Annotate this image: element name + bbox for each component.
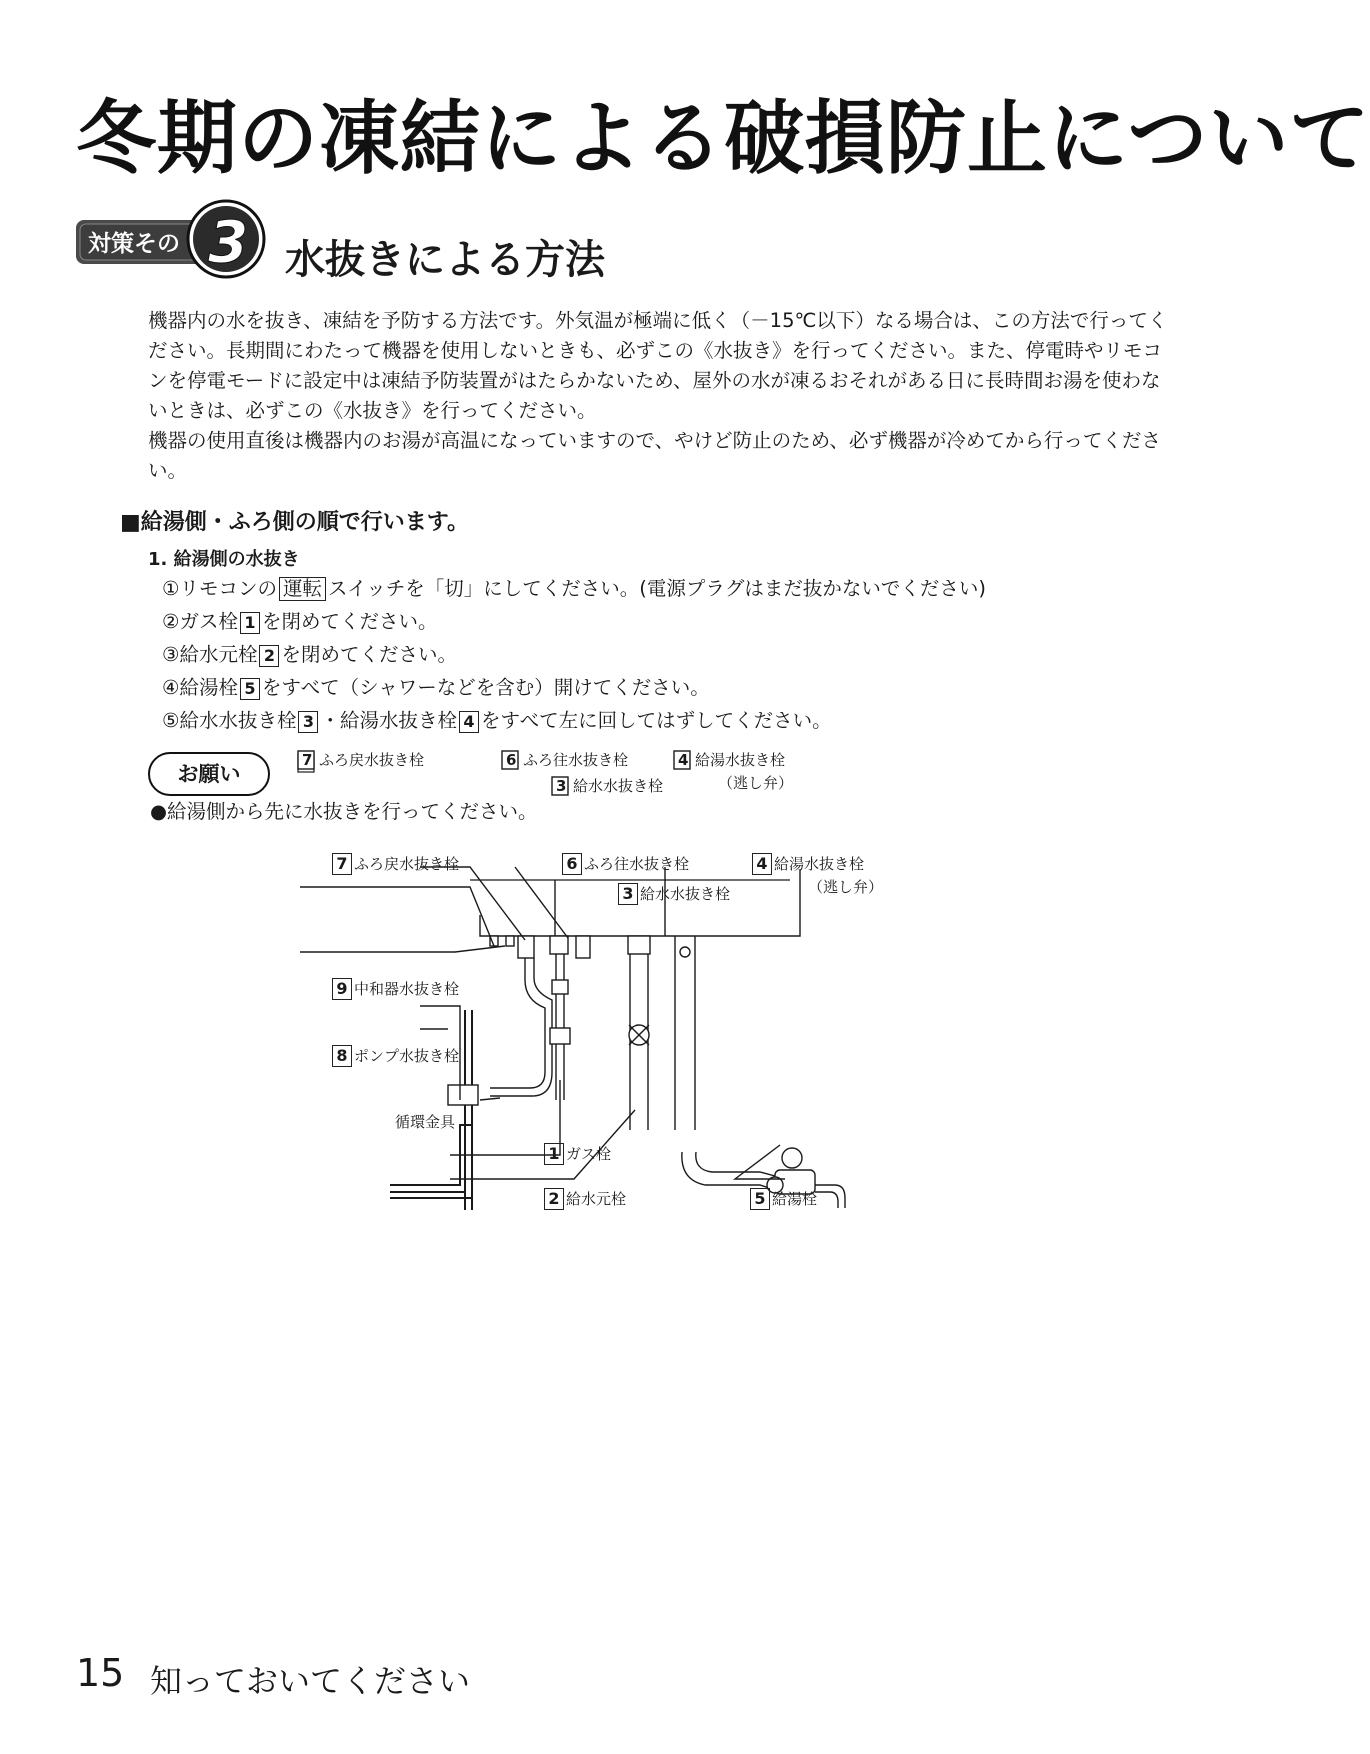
step-3-text-b: を閉めてください。: [281, 643, 457, 666]
step-4-text-b: をすべて（シャワーなどを含む）開けてください。: [261, 676, 710, 699]
label-text: ふろ往水抜き栓: [584, 855, 690, 873]
ref-number: 3: [618, 883, 638, 905]
label-text: 中和器水抜き栓: [354, 980, 460, 998]
ref-number: 6: [562, 853, 582, 875]
svg-text:ふろ戻水抜き栓: ふろ戻水抜き栓: [319, 751, 425, 769]
ref-number: 2: [259, 645, 279, 667]
ref-number: 1: [544, 1143, 564, 1165]
step-1: [162, 572, 986, 605]
svg-text:4: 4: [678, 751, 689, 769]
label-4: [674, 751, 793, 792]
countermeasure-badge: [74, 200, 272, 278]
intro-paragraph-2: 機器の使用直後は機器内のお湯が高温になっていますので、やけど防止のため、必ず機器が冷めてから行ってください。: [148, 429, 1161, 482]
request-badge: お願い: [148, 752, 270, 796]
procedure-subheading: ■給湯側・ふろ側の順で行います。: [120, 510, 470, 535]
label-6: [502, 751, 628, 769]
ref-number: 9: [332, 978, 352, 1000]
ref-number: 2: [544, 1188, 564, 1210]
step-list: [162, 572, 986, 737]
svg-text:6: 6: [506, 751, 517, 769]
ref-number: 5: [240, 678, 260, 700]
footer-section-label: 知っておいてください: [150, 1662, 471, 1700]
step-2-text-a: ②ガス栓: [162, 610, 238, 633]
step-4: [162, 671, 986, 704]
label-text: ガス栓: [566, 1145, 612, 1163]
ref-number: 8: [332, 1045, 352, 1067]
ref-number: 3: [298, 711, 318, 733]
step-5-text-b: ・給湯水抜き栓: [320, 709, 457, 732]
label-3: [552, 777, 663, 795]
step-5-text-a: ⑤給水水抜き栓: [162, 709, 297, 732]
label-7: [298, 751, 424, 769]
label-4-sub: （逃し弁）: [808, 878, 884, 896]
step-3-text-a: ③給水元栓: [162, 643, 258, 666]
step-title: 1. 給湯側の水抜き: [148, 549, 300, 570]
svg-text:（逃し弁）: （逃し弁）: [718, 774, 794, 792]
label-text: 給湯栓: [772, 1190, 818, 1208]
ref-number: 1: [240, 612, 260, 634]
step-5: [162, 704, 986, 737]
badge-label: 対策その: [88, 231, 180, 257]
svg-text:7: 7: [302, 751, 313, 769]
operation-switch-label: 運転: [279, 577, 326, 601]
label-text: ポンプ水抜き栓: [354, 1047, 460, 1065]
step-1-text-a: ①リモコンの: [162, 577, 277, 600]
step-4-text-a: ④給湯栓: [162, 676, 238, 699]
page-title: 冬期の凍結による破損防止について: [76, 92, 1370, 185]
section-title: 水抜きによる方法: [285, 237, 605, 283]
step-2-text-b: を閉めてください。: [261, 610, 438, 633]
svg-text:給水水抜き栓: 給水水抜き栓: [573, 777, 664, 795]
ref-number: 5: [750, 1188, 770, 1210]
label-text: 給水元栓: [566, 1190, 627, 1208]
badge-number: 3: [208, 208, 249, 276]
ref-number: 7: [332, 853, 352, 875]
label-junkan: 循環金具: [395, 1113, 456, 1131]
intro-text: [148, 306, 1176, 486]
step-1-text-b: スイッチを「切」にしてください。(電源プラグはまだ抜かないでください): [328, 577, 986, 600]
intro-paragraph-1: 機器内の水を抜き、凍結を予防する方法です。外気温が極端に低く（－15℃以下）なる場合は、この方法で行ってください。長期間にわたって機器を使用しないときも、必ずこの《水抜き》を行ってください。また、停電時やリモコンを停電モードに設定中は凍結予防装置がはたらかないため、屋外の水が凍るおそれがある日に長時間お湯を使わないときは、必ずこの《水抜き》を行ってください。: [148, 309, 1168, 422]
step-5-text-c: をすべて左に回してはずしてください。: [481, 709, 832, 732]
svg-text:給湯水抜き栓: 給湯水抜き栓: [695, 751, 786, 769]
step-2: [162, 605, 986, 638]
label-text: 給水水抜き栓: [640, 885, 731, 903]
request-note: ●給湯側から先に水抜きを行ってください。: [150, 800, 538, 823]
page-number: 15: [76, 1651, 125, 1695]
step-3: [162, 638, 986, 671]
svg-text:3: 3: [556, 777, 567, 795]
ref-number: 4: [752, 853, 772, 875]
ref-number: 4: [459, 711, 479, 733]
svg-text:ふろ往水抜き栓: ふろ往水抜き栓: [523, 751, 629, 769]
label-text: ふろ戻水抜き栓: [354, 855, 460, 873]
label-text: 給湯水抜き栓: [774, 855, 865, 873]
